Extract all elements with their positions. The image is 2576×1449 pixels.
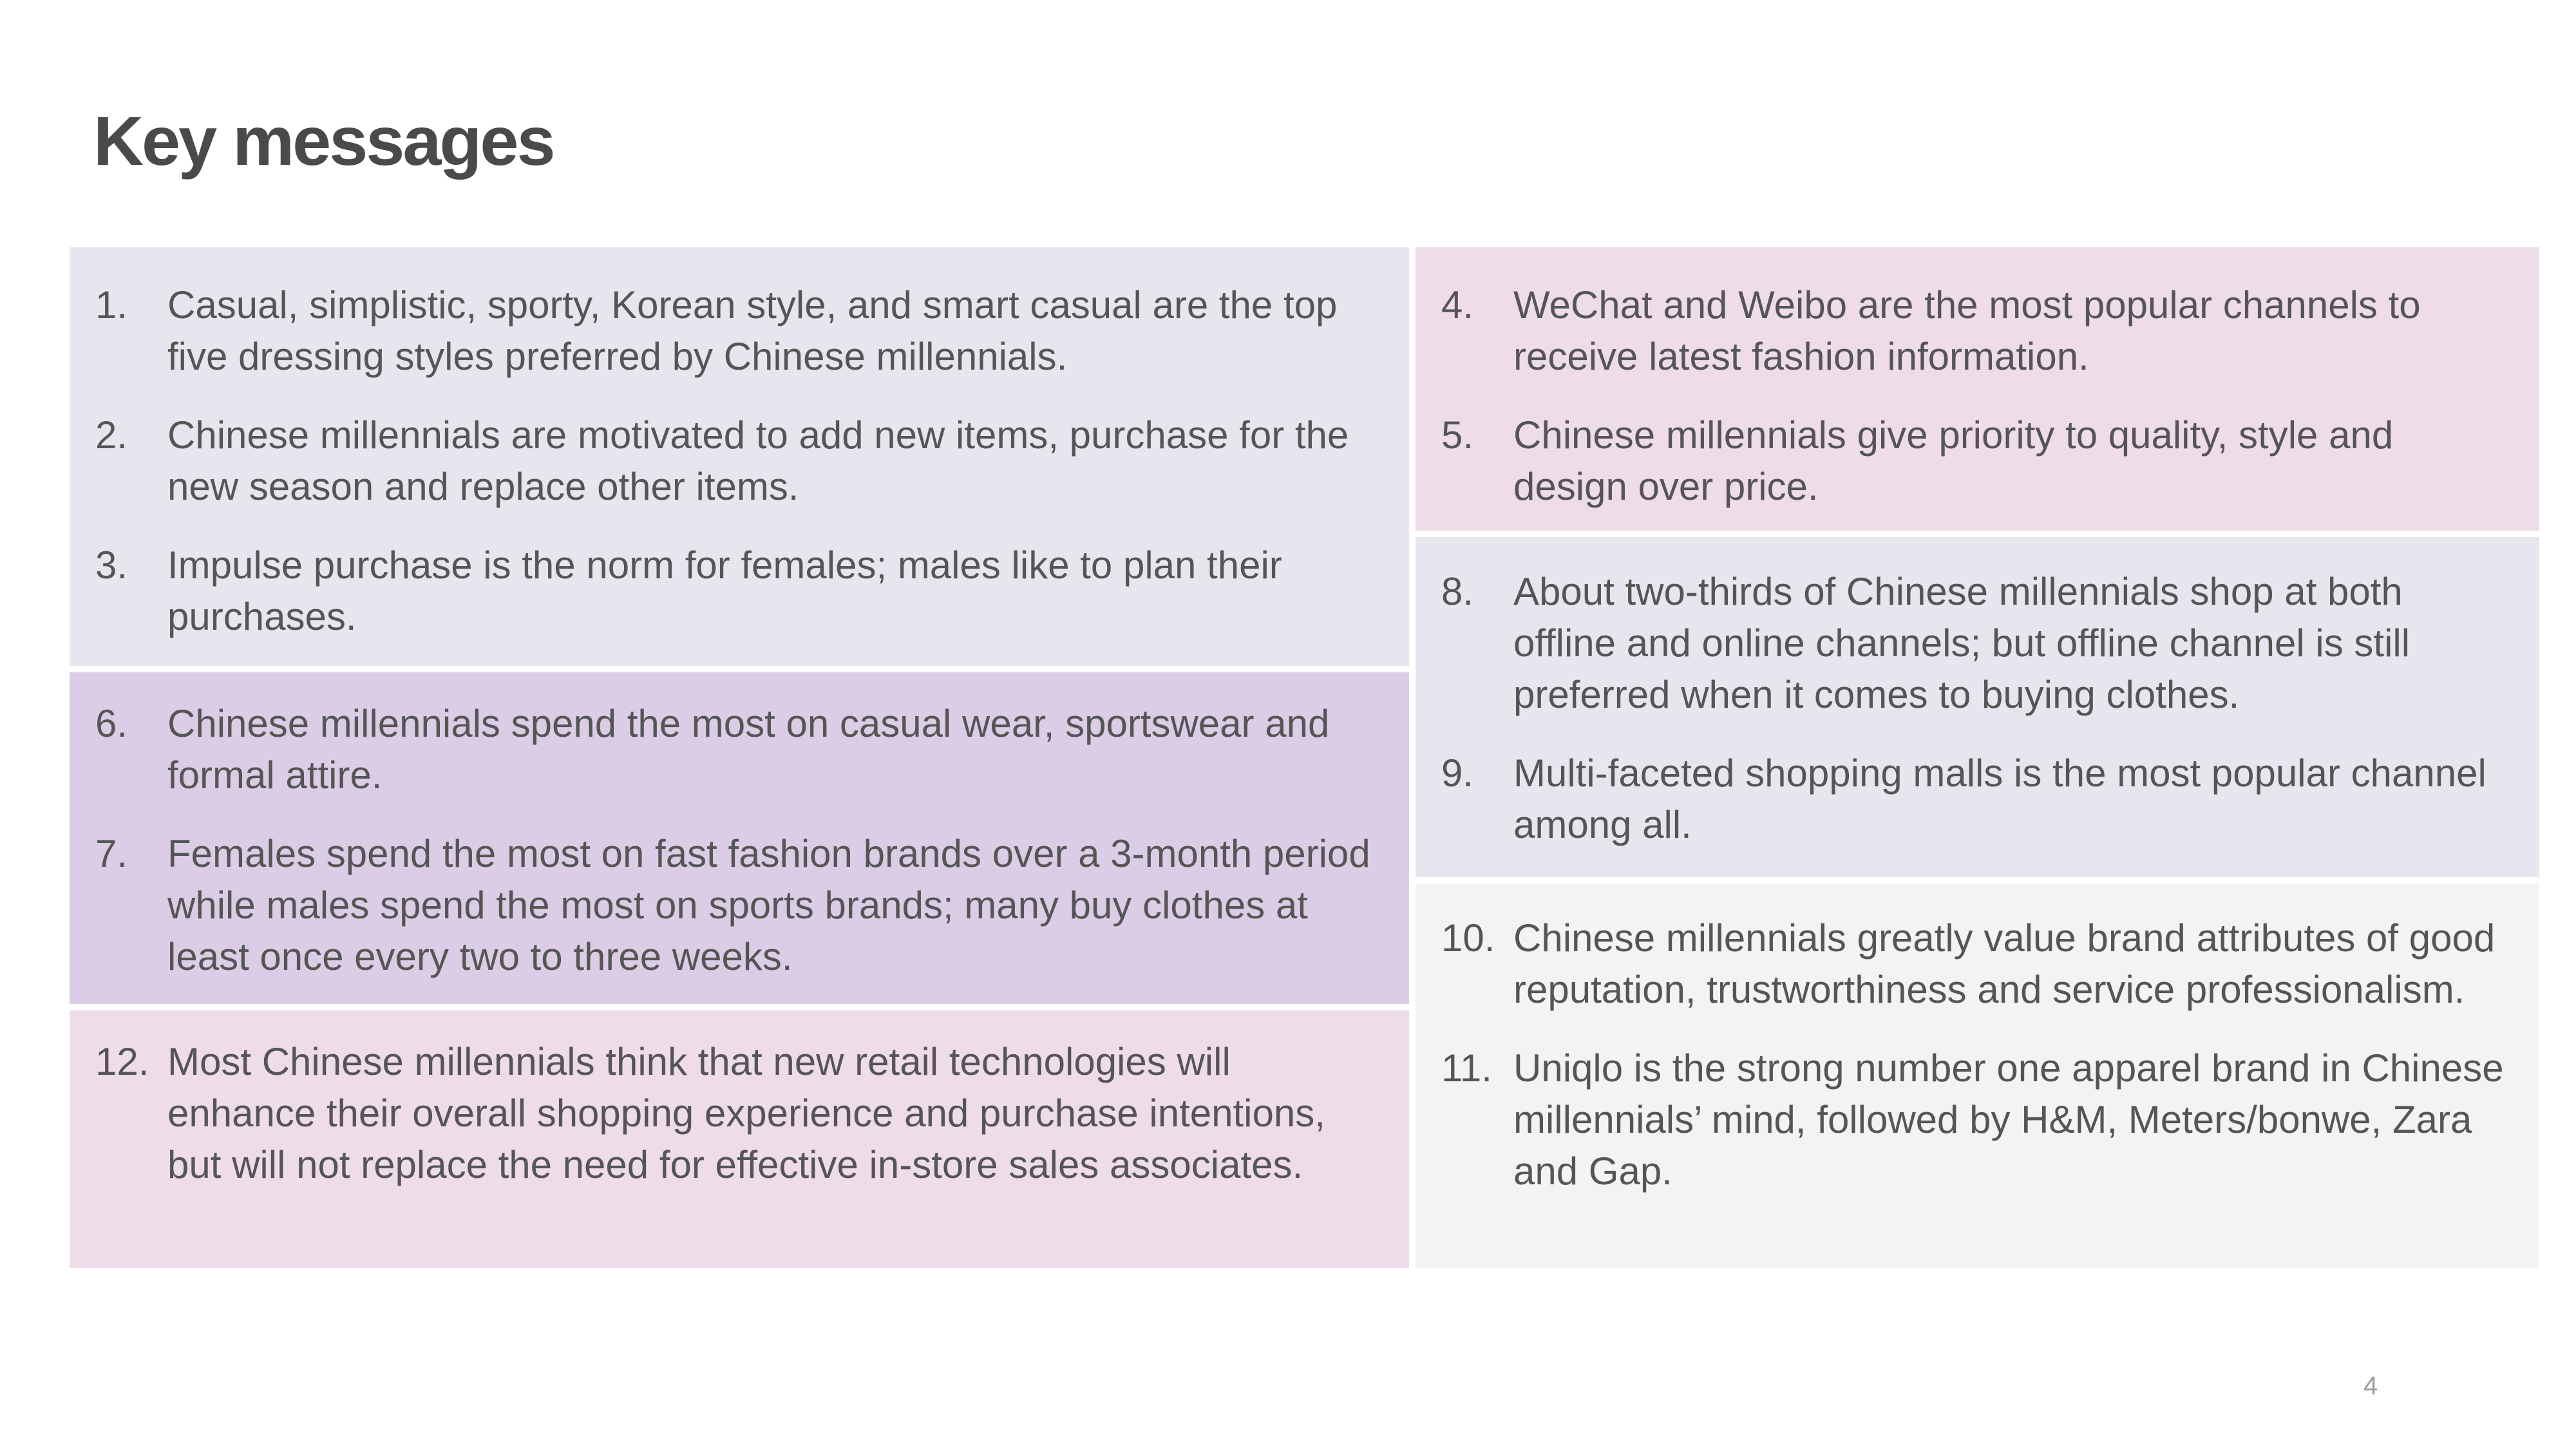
item-text: Chinese millennials give priority to quality, style and design over price. — [1513, 413, 2394, 508]
message-box-12 — [70, 1010, 1409, 1268]
message-item — [95, 1036, 1383, 1191]
item-text: Casual, simplistic, sporty, Korean style, and smart casual are the top five dressing styles preferred by Chinese millennials. — [167, 283, 1338, 378]
page-number: 4 — [2363, 1372, 2378, 1400]
item-text: Uniqlo is the strong number one apparel brand in Chinese millennials’ mind, followed by H&M, Meters/bonwe, Zara and Gap. — [1513, 1046, 2504, 1193]
item-number: 4. — [1441, 283, 1474, 327]
item-text: About two-thirds of Chinese millennials shop at both offline and online channels; but offline channel is still preferred when it comes to buying clothes. — [1513, 570, 2410, 716]
message-item — [1441, 748, 2514, 851]
item-number: 1. — [95, 283, 128, 327]
message-item — [95, 279, 1383, 383]
item-number: 2. — [95, 413, 128, 457]
item-number: 10. — [1441, 916, 1495, 960]
message-item — [1441, 1043, 2514, 1197]
item-text: WeChat and Weibo are the most popular channels to receive latest fashion information. — [1513, 283, 2421, 378]
message-item — [95, 540, 1383, 643]
message-box-1-3 — [70, 247, 1409, 666]
item-text: Chinese millennials are motivated to add new items, purchase for the new season and replace other items. — [167, 413, 1349, 508]
item-text: Multi-faceted shopping malls is the most popular channel among all. — [1513, 752, 2486, 846]
item-number: 8. — [1441, 570, 1474, 613]
message-box-6-7 — [70, 672, 1409, 1004]
item-text: Most Chinese millennials think that new retail technologies will enhance their overall shopping experience and purchase intentions, but will not replace the need for effective in-store sales associates. — [167, 1040, 1325, 1186]
message-item — [95, 410, 1383, 513]
message-item — [1441, 410, 2514, 513]
message-item — [1441, 566, 2514, 721]
item-number: 5. — [1441, 413, 1474, 457]
item-text: Impulse purchase is the norm for females; males like to plan their purchases. — [167, 544, 1282, 638]
message-box-10-11 — [1416, 884, 2539, 1268]
item-text: Chinese millennials greatly value brand attributes of good reputation, trustworthiness and service professionalism. — [1513, 916, 2496, 1011]
message-item — [95, 828, 1383, 983]
message-item — [1441, 279, 2514, 383]
slide-title: Key messages — [93, 102, 554, 180]
item-number: 3. — [95, 544, 128, 587]
item-number: 11. — [1441, 1046, 1492, 1090]
item-number: 6. — [95, 702, 128, 745]
item-text: Chinese millennials spend the most on casual wear, sportswear and formal attire. — [167, 702, 1330, 797]
item-number: 7. — [95, 832, 128, 875]
message-box-4-5 — [1416, 247, 2539, 531]
item-text: Females spend the most on fast fashion brands over a 3-month period while males spend the most on sports brands; many buy clothes at least once every two to three weeks. — [167, 832, 1370, 978]
message-item — [1441, 913, 2514, 1016]
message-box-8-9 — [1416, 537, 2539, 877]
item-number: 12. — [95, 1040, 149, 1083]
message-item — [95, 698, 1383, 801]
item-number: 9. — [1441, 752, 1474, 795]
